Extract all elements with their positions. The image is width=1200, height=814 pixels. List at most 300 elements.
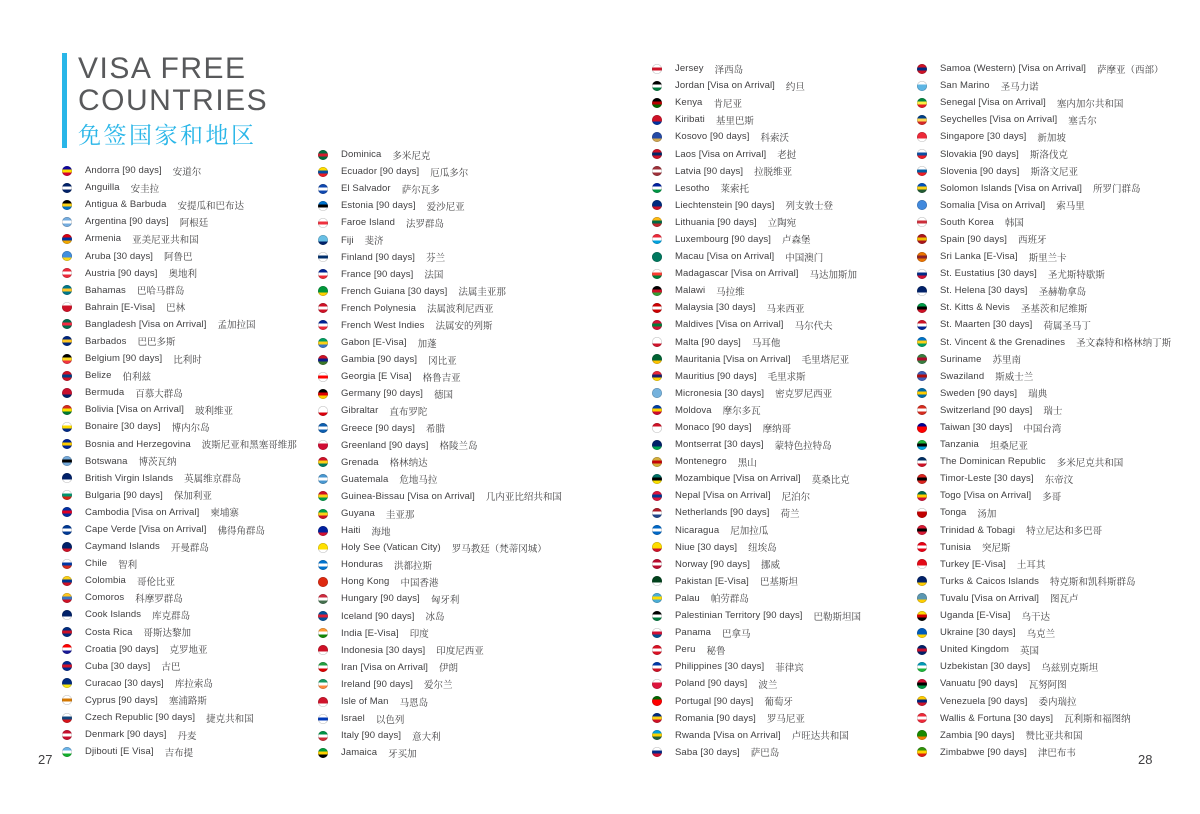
country-row bbox=[917, 470, 1171, 487]
country-flag-icon bbox=[62, 302, 72, 312]
country-flag-icon bbox=[917, 286, 927, 296]
country-flag-icon bbox=[917, 234, 927, 244]
country-name-zh: 法罗群岛 bbox=[406, 218, 445, 230]
country-name-zh: 津巴布韦 bbox=[1037, 748, 1076, 760]
country-name-zh: 伊朗 bbox=[439, 663, 459, 675]
country-row bbox=[62, 692, 297, 709]
country-name-zh: 摩纳哥 bbox=[762, 423, 792, 435]
country-flag-icon bbox=[318, 150, 328, 160]
country-name-en: Lesotho bbox=[675, 182, 710, 194]
country-name-zh: 尼泊尔 bbox=[781, 491, 811, 503]
country-name-en: Barbados bbox=[85, 335, 127, 347]
country-name-zh: 所罗门群岛 bbox=[1093, 184, 1141, 196]
country-name-en: Costa Rica bbox=[85, 626, 133, 638]
country-name-en: French Guiana [30 days] bbox=[341, 285, 448, 297]
country-name-zh: 安提瓜和巴布达 bbox=[177, 200, 244, 212]
country-name-zh: 列支敦士登 bbox=[785, 201, 833, 213]
country-flag-icon bbox=[62, 456, 72, 466]
country-flag-icon bbox=[652, 405, 662, 415]
country-flag-icon bbox=[62, 285, 72, 295]
country-name-en: Malaysia [30 days] bbox=[675, 302, 756, 314]
country-row bbox=[917, 180, 1171, 197]
country-name-zh: 东帝汶 bbox=[1044, 474, 1074, 486]
country-row bbox=[318, 710, 562, 727]
country-row bbox=[917, 522, 1171, 539]
country-name-zh: 罗马尼亚 bbox=[766, 714, 805, 726]
country-flag-icon bbox=[652, 252, 662, 262]
country-name-zh: 苏里南 bbox=[992, 355, 1021, 367]
country-name-zh: 爱尔兰 bbox=[423, 680, 453, 692]
country-name-en: Uganda [E-Visa] bbox=[940, 610, 1011, 622]
country-row bbox=[917, 419, 1171, 436]
country-flag-icon bbox=[652, 662, 662, 672]
country-name-en: Aruba [30 days] bbox=[85, 250, 154, 262]
country-name-en: Belgium [90 days] bbox=[85, 353, 163, 365]
country-name-en: Belize bbox=[85, 370, 112, 382]
country-row bbox=[917, 573, 1171, 590]
country-row bbox=[917, 590, 1171, 607]
country-row bbox=[652, 692, 861, 709]
country-row bbox=[917, 453, 1171, 470]
country-name-en: Italy [90 days] bbox=[341, 730, 402, 742]
country-flag-icon bbox=[917, 183, 927, 193]
country-name-zh: 图瓦卢 bbox=[1050, 594, 1079, 606]
country-row bbox=[62, 265, 297, 282]
country-row bbox=[917, 197, 1171, 214]
country-name-zh: 阿根廷 bbox=[179, 217, 209, 229]
country-name-zh: 洪都拉斯 bbox=[394, 560, 433, 572]
country-flag-icon bbox=[62, 678, 72, 688]
country-name-zh: 塞浦路斯 bbox=[168, 696, 207, 708]
country-name-zh: 柬埔寨 bbox=[210, 508, 239, 520]
country-row bbox=[652, 624, 861, 641]
country-name-en: Iran [Visa on Arrival] bbox=[341, 661, 429, 673]
country-flag-icon bbox=[62, 354, 72, 364]
country-flag-icon bbox=[917, 611, 927, 621]
country-name-zh: 黑山 bbox=[737, 457, 757, 469]
country-name-en: Kosovo [90 days] bbox=[675, 131, 750, 143]
country-flag-icon bbox=[917, 593, 927, 603]
country-row bbox=[652, 727, 861, 744]
country-row bbox=[62, 487, 297, 504]
country-name-en: Venezuela [90 days] bbox=[940, 695, 1028, 707]
country-flag-icon bbox=[318, 474, 328, 484]
country-row bbox=[62, 384, 297, 401]
country-name-en: Tunisia bbox=[940, 541, 971, 553]
country-flag-icon bbox=[62, 542, 72, 552]
country-flag-icon bbox=[62, 747, 72, 757]
country-name-zh: 斯洛文尼亚 bbox=[1030, 167, 1078, 179]
country-name-zh: 委内瑞拉 bbox=[1038, 697, 1077, 709]
country-flag-icon bbox=[62, 559, 72, 569]
country-name-en: Kenya bbox=[675, 97, 703, 109]
country-name-en: Jersey bbox=[675, 63, 704, 75]
country-name-zh: 波兰 bbox=[758, 679, 778, 691]
country-name-zh: 秘鲁 bbox=[706, 645, 726, 657]
country-name-en: Bermuda bbox=[85, 387, 125, 399]
country-name-en: Palestinian Territory [90 days] bbox=[675, 610, 803, 622]
country-row bbox=[318, 471, 562, 488]
country-name-en: Senegal [Visa on Arrival] bbox=[940, 97, 1046, 109]
country-name-zh: 法国 bbox=[424, 270, 444, 282]
country-name-zh: 危地马拉 bbox=[399, 475, 438, 487]
country-name-en: Turks & Caicos Islands bbox=[940, 575, 1039, 587]
country-flag-icon bbox=[318, 748, 328, 758]
country-name-zh: 意大利 bbox=[412, 731, 441, 743]
country-row bbox=[917, 641, 1171, 658]
country-name-zh: 多米尼克 bbox=[392, 150, 431, 162]
country-name-zh: 爱沙尼亚 bbox=[426, 201, 465, 213]
country-row bbox=[318, 368, 562, 385]
country-flag-icon bbox=[652, 388, 662, 398]
country-name-en: Dominica bbox=[341, 149, 382, 161]
country-name-en: Panama bbox=[675, 627, 711, 639]
country-flag-icon bbox=[318, 201, 328, 211]
country-name-zh: 菲律宾 bbox=[775, 662, 804, 674]
country-row bbox=[318, 214, 562, 231]
country-row bbox=[917, 710, 1171, 727]
country-flag-icon bbox=[318, 389, 328, 399]
country-name-zh: 特立尼达和多巴哥 bbox=[1026, 526, 1103, 538]
country-flag-icon bbox=[652, 234, 662, 244]
country-name-en: Spain [90 days] bbox=[940, 233, 1007, 245]
country-flag-icon bbox=[652, 286, 662, 296]
country-row bbox=[917, 727, 1171, 744]
country-name-zh: 加蓬 bbox=[417, 338, 437, 350]
country-name-zh: 库克群岛 bbox=[152, 610, 191, 622]
country-row bbox=[652, 522, 861, 539]
country-name-zh: 毛里求斯 bbox=[767, 372, 806, 384]
country-row bbox=[917, 60, 1171, 77]
country-name-zh: 博内尔岛 bbox=[171, 422, 210, 434]
country-row bbox=[62, 162, 297, 179]
country-name-en: Georgia [E Visa] bbox=[341, 371, 412, 383]
country-flag-icon bbox=[62, 644, 72, 654]
country-row bbox=[917, 299, 1171, 316]
country-name-en: Moldova bbox=[675, 404, 712, 416]
country-name-en: Ukraine [30 days] bbox=[940, 627, 1016, 639]
country-name-en: Finland [90 days] bbox=[341, 251, 416, 263]
country-row bbox=[62, 333, 297, 350]
country-row bbox=[917, 231, 1171, 248]
country-row bbox=[318, 437, 562, 454]
country-name-zh: 吉布提 bbox=[164, 747, 194, 759]
country-row bbox=[652, 641, 861, 658]
country-row bbox=[917, 624, 1171, 641]
country-name-zh: 马恩岛 bbox=[399, 697, 429, 709]
country-flag-icon bbox=[652, 81, 662, 91]
country-name-en: Botswana bbox=[85, 455, 128, 467]
country-name-zh: 克罗地亚 bbox=[169, 645, 208, 657]
country-flag-icon bbox=[318, 611, 328, 621]
country-name-zh: 帕劳群岛 bbox=[710, 594, 749, 606]
country-row bbox=[652, 539, 861, 556]
country-row bbox=[917, 128, 1171, 145]
country-name-zh: 巴哈马群岛 bbox=[136, 286, 185, 298]
country-name-en: Guinea-Bissau [Visa on Arrival] bbox=[341, 490, 475, 502]
country-name-en: Bahamas bbox=[85, 284, 126, 296]
country-column-1 bbox=[62, 162, 297, 760]
country-row bbox=[917, 385, 1171, 402]
country-name-zh: 以色列 bbox=[375, 714, 405, 726]
country-name-zh: 巴拿马 bbox=[721, 628, 751, 640]
country-flag-icon bbox=[652, 559, 662, 569]
country-flag-icon bbox=[917, 576, 927, 586]
country-name-zh: 法属安的列斯 bbox=[435, 321, 493, 333]
country-name-zh: 拉脱维亚 bbox=[754, 167, 793, 179]
country-name-en: Indonesia [30 days] bbox=[341, 644, 426, 656]
country-name-en: Cyprus [90 days] bbox=[85, 694, 158, 706]
country-flag-icon bbox=[917, 747, 927, 757]
country-row bbox=[917, 248, 1171, 265]
country-flag-icon bbox=[62, 576, 72, 586]
country-row bbox=[318, 573, 562, 590]
country-name-zh: 巴林 bbox=[166, 303, 186, 315]
country-name-zh: 孟加拉国 bbox=[217, 320, 256, 332]
country-name-en: Kiribati bbox=[675, 114, 705, 126]
country-name-zh: 瑞士 bbox=[1043, 406, 1063, 418]
country-row bbox=[917, 334, 1171, 351]
country-flag-icon bbox=[652, 132, 662, 142]
country-row bbox=[917, 282, 1171, 299]
country-name-en: Somalia [Visa on Arrival] bbox=[940, 199, 1046, 211]
country-name-en: Sri Lanka [E-Visa] bbox=[940, 251, 1018, 263]
country-row bbox=[917, 94, 1171, 111]
country-name-zh: 格陵兰岛 bbox=[439, 441, 478, 453]
country-name-en: Swaziland bbox=[940, 370, 985, 382]
country-name-en: Rwanda [Visa on Arrival] bbox=[675, 729, 781, 741]
country-row bbox=[62, 453, 297, 470]
country-name-en: Romania [90 days] bbox=[675, 712, 756, 724]
country-name-zh: 比利时 bbox=[173, 354, 202, 366]
country-flag-icon bbox=[917, 269, 927, 279]
country-flag-icon bbox=[652, 611, 662, 621]
country-name-en: Philippines [30 days] bbox=[675, 661, 765, 673]
country-row bbox=[318, 676, 562, 693]
page-title-line2: COUNTRIES bbox=[78, 84, 269, 117]
page-number-right: 28 bbox=[1138, 752, 1153, 767]
country-flag-icon bbox=[917, 200, 927, 210]
country-row bbox=[652, 675, 861, 692]
country-name-zh: 德国 bbox=[433, 389, 453, 401]
country-flag-icon bbox=[652, 200, 662, 210]
country-row bbox=[652, 282, 861, 299]
country-row bbox=[318, 180, 562, 197]
country-name-en: Peru bbox=[675, 644, 696, 656]
country-flag-icon bbox=[652, 747, 662, 757]
country-name-en: Luxembourg [90 days] bbox=[675, 233, 772, 245]
country-flag-icon bbox=[652, 166, 662, 176]
country-name-zh: 安道尔 bbox=[172, 166, 202, 178]
country-name-en: Laos [Visa on Arrival] bbox=[675, 148, 767, 160]
country-row bbox=[652, 163, 861, 180]
country-name-en: Saba [30 days] bbox=[675, 746, 740, 758]
country-row bbox=[62, 572, 297, 589]
country-name-zh: 英国 bbox=[1020, 645, 1040, 657]
country-flag-icon bbox=[917, 525, 927, 535]
country-name-en: St. Maarten [30 days] bbox=[940, 319, 1033, 331]
country-name-en: Mauritania [Visa on Arrival] bbox=[675, 353, 791, 365]
accent-bar bbox=[62, 53, 67, 148]
country-flag-icon bbox=[318, 372, 328, 382]
country-flag-icon bbox=[652, 713, 662, 723]
country-name-en: Andorra [90 days] bbox=[85, 165, 162, 177]
country-flag-icon bbox=[652, 645, 662, 655]
country-flag-icon bbox=[318, 645, 328, 655]
country-row bbox=[62, 641, 297, 658]
country-flag-icon bbox=[652, 371, 662, 381]
country-name-zh: 乌兹别克斯坦 bbox=[1041, 662, 1099, 674]
country-row bbox=[318, 334, 562, 351]
country-row bbox=[62, 504, 297, 521]
country-row bbox=[917, 487, 1171, 504]
country-name-zh: 蒙特色拉特岛 bbox=[774, 440, 832, 452]
page-header bbox=[62, 53, 268, 148]
country-flag-icon bbox=[62, 268, 72, 278]
country-flag-icon bbox=[62, 234, 72, 244]
country-flag-icon bbox=[318, 235, 328, 245]
country-flag-icon bbox=[917, 252, 927, 262]
country-name-en: Cuba [30 days] bbox=[85, 660, 151, 672]
country-row bbox=[318, 197, 562, 214]
country-name-zh: 摩尔多瓦 bbox=[722, 406, 761, 418]
country-row bbox=[652, 385, 861, 402]
country-row bbox=[62, 606, 297, 623]
country-flag-icon bbox=[652, 730, 662, 740]
country-name-zh: 法属圭亚那 bbox=[458, 287, 506, 299]
country-row bbox=[318, 488, 562, 505]
country-name-zh: 肯尼亚 bbox=[713, 98, 742, 110]
country-row bbox=[917, 145, 1171, 162]
country-name-en: Austria [90 days] bbox=[85, 267, 158, 279]
country-flag-icon bbox=[652, 354, 662, 364]
country-flag-icon bbox=[318, 286, 328, 296]
country-flag-icon bbox=[917, 559, 927, 569]
country-name-en: Croatia [90 days] bbox=[85, 643, 159, 655]
country-name-zh: 格鲁吉亚 bbox=[422, 372, 461, 384]
country-row bbox=[318, 146, 562, 163]
country-name-en: Seychelles [Visa on Arrival] bbox=[940, 114, 1058, 126]
country-name-en: Poland [90 days] bbox=[675, 678, 748, 690]
country-name-zh: 斯洛伐克 bbox=[1029, 150, 1068, 162]
country-name-zh: 瓦利斯和福图纳 bbox=[1064, 714, 1131, 726]
country-name-en: Pakistan [E-Visa] bbox=[675, 575, 749, 587]
country-flag-icon bbox=[652, 320, 662, 330]
country-name-en: Curacao [30 days] bbox=[85, 677, 164, 689]
country-flag-icon bbox=[652, 303, 662, 313]
country-name-zh: 瓦努阿图 bbox=[1028, 679, 1067, 691]
country-name-zh: 马来西亚 bbox=[766, 303, 805, 315]
country-flag-icon bbox=[652, 593, 662, 603]
country-column-4 bbox=[917, 60, 1171, 761]
country-flag-icon bbox=[62, 730, 72, 740]
country-name-en: Liechtenstein [90 days] bbox=[675, 199, 775, 211]
country-row bbox=[652, 60, 861, 77]
country-name-en: Montenegro bbox=[675, 456, 727, 468]
country-name-en: Netherlands [90 days] bbox=[675, 507, 770, 519]
country-name-en: Anguilla bbox=[85, 182, 120, 194]
country-name-zh: 马拉维 bbox=[716, 286, 745, 298]
country-name-en: Nicaragua bbox=[675, 524, 720, 536]
country-flag-icon bbox=[62, 371, 72, 381]
country-name-en: Haiti bbox=[341, 525, 361, 537]
country-row bbox=[318, 317, 562, 334]
country-name-zh: 圣尤斯特歇斯 bbox=[1047, 269, 1105, 281]
country-name-zh: 哥伦比亚 bbox=[136, 576, 175, 588]
country-row bbox=[62, 282, 297, 299]
country-flag-icon bbox=[62, 490, 72, 500]
country-row bbox=[62, 196, 297, 213]
country-name-zh: 捷克共和国 bbox=[206, 713, 254, 725]
country-flag-icon bbox=[62, 439, 72, 449]
country-name-en: Solomon Islands [Visa on Arrival] bbox=[940, 182, 1083, 194]
country-flag-icon bbox=[318, 662, 328, 672]
country-row bbox=[652, 77, 861, 94]
country-flag-icon bbox=[917, 217, 927, 227]
country-name-en: Fiji bbox=[341, 234, 354, 246]
country-name-en: Czech Republic [90 days] bbox=[85, 712, 196, 724]
country-row bbox=[652, 419, 861, 436]
country-name-zh: 中国澳门 bbox=[785, 252, 824, 264]
country-row bbox=[62, 436, 297, 453]
country-row bbox=[62, 213, 297, 230]
country-name-en: Palau bbox=[675, 592, 700, 604]
country-row bbox=[652, 453, 861, 470]
country-flag-icon bbox=[62, 183, 72, 193]
country-row bbox=[62, 555, 297, 572]
country-row bbox=[652, 265, 861, 282]
country-row bbox=[652, 487, 861, 504]
country-flag-icon bbox=[652, 337, 662, 347]
country-flag-icon bbox=[318, 577, 328, 587]
country-name-zh: 赞比亚共和国 bbox=[1025, 731, 1083, 743]
country-name-zh: 百慕大群岛 bbox=[135, 388, 183, 400]
country-row bbox=[318, 505, 562, 522]
country-flag-icon bbox=[917, 149, 927, 159]
country-name-zh: 斐济 bbox=[364, 236, 384, 248]
country-flag-icon bbox=[917, 508, 927, 518]
country-name-zh: 中国台湾 bbox=[1023, 423, 1062, 435]
country-flag-icon bbox=[917, 730, 927, 740]
country-name-en: Tanzania bbox=[940, 439, 979, 451]
country-row bbox=[652, 111, 861, 128]
country-name-zh: 马尔代夫 bbox=[794, 320, 833, 332]
country-row bbox=[62, 538, 297, 555]
country-flag-icon bbox=[318, 184, 328, 194]
country-flag-icon bbox=[318, 269, 328, 279]
country-row bbox=[917, 351, 1171, 368]
country-name-zh: 圣文森特和格林纳丁斯 bbox=[1076, 338, 1172, 350]
country-row bbox=[652, 744, 861, 761]
country-row bbox=[318, 163, 562, 180]
country-flag-icon bbox=[62, 217, 72, 227]
country-flag-icon bbox=[318, 423, 328, 433]
country-name-zh: 伯利兹 bbox=[122, 371, 151, 383]
country-flag-icon bbox=[917, 354, 927, 364]
country-name-en: Holy See (Vatican City) bbox=[341, 542, 441, 554]
country-flag-icon bbox=[62, 251, 72, 261]
country-flag-icon bbox=[62, 610, 72, 620]
country-name-zh: 波斯尼亚和黑塞哥维那 bbox=[201, 440, 297, 452]
country-name-en: Faroe Island bbox=[341, 217, 396, 229]
country-flag-icon bbox=[318, 714, 328, 724]
country-name-zh: 卢森堡 bbox=[782, 235, 811, 247]
country-name-en: Argentina [90 days] bbox=[85, 216, 169, 228]
country-row bbox=[318, 539, 562, 556]
country-name-zh: 斯威士兰 bbox=[995, 372, 1034, 384]
country-name-en: Estonia [90 days] bbox=[341, 200, 416, 212]
country-name-en: Norway [90 days] bbox=[675, 558, 750, 570]
